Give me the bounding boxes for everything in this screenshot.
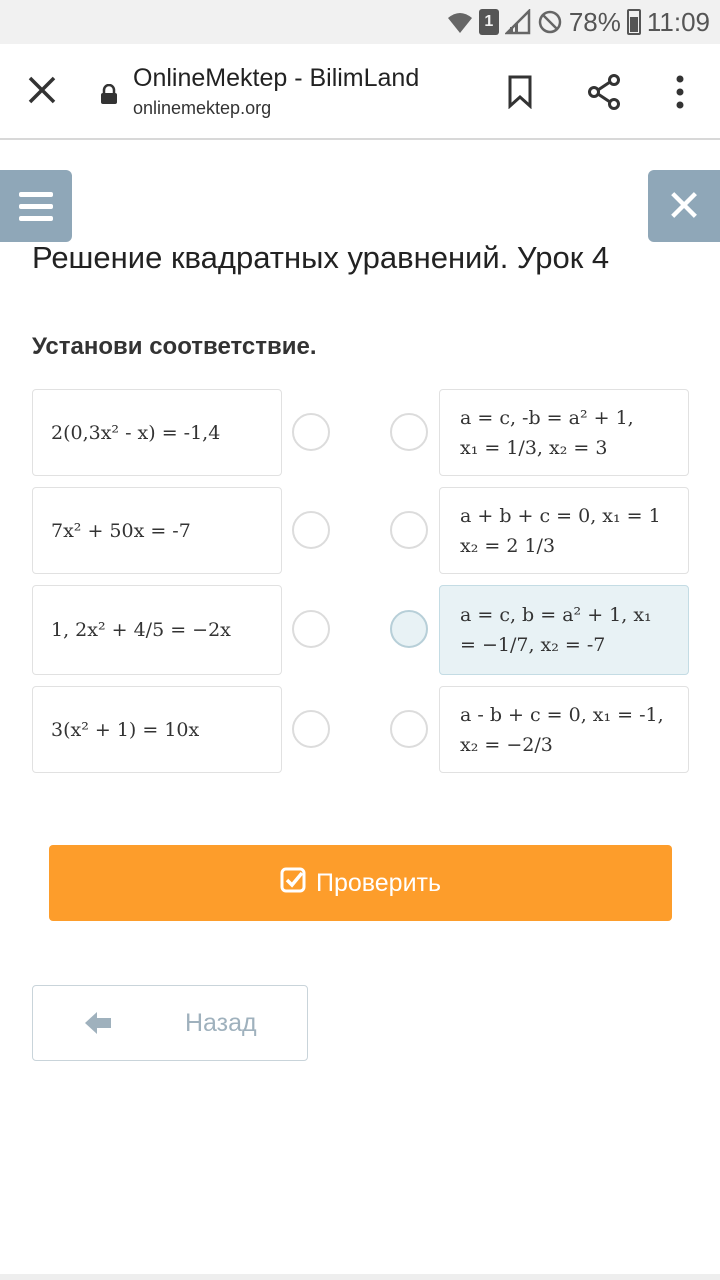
signal-icon — [505, 9, 531, 35]
checkbox-checked-icon — [280, 867, 306, 900]
page-title: Решение квадратных уравнений. Урок 4 — [32, 240, 610, 275]
left-item-1[interactable] — [32, 389, 282, 476]
equation-text: 1, 2x² + 4/5 = −2x — [51, 619, 231, 641]
right-item-3[interactable] — [439, 585, 689, 675]
right-radio-4[interactable] — [390, 710, 428, 748]
close-panel-icon[interactable]: ✕ — [648, 170, 720, 242]
right-item-4[interactable] — [439, 686, 689, 773]
battery-percent: 78% — [568, 6, 621, 37]
right-item-2[interactable] — [439, 487, 689, 574]
roots-line: x₁ = 1/3, x₂ = 3 — [460, 436, 608, 459]
do-not-disturb-icon — [537, 9, 563, 35]
right-radio-1[interactable] — [390, 413, 428, 451]
arrow-left-icon — [83, 1008, 113, 1038]
lock-icon — [100, 84, 118, 104]
roots-line: x₂ = −2/3 — [460, 733, 553, 756]
equation-text: 2(0,3x² - x) = -1,4 — [51, 421, 221, 444]
site-title[interactable]: OnlineMektep - BilimLand — [133, 64, 420, 92]
more-vert-icon[interactable] — [658, 70, 702, 114]
left-radio-1[interactable] — [292, 413, 330, 451]
condition-line: a = c, -b = a² + 1, — [460, 406, 634, 429]
clock: 11:09 — [646, 6, 710, 37]
right-radio-3[interactable] — [390, 610, 428, 648]
right-radio-2[interactable] — [390, 511, 428, 549]
close-icon[interactable] — [24, 70, 60, 110]
left-item-3[interactable] — [32, 585, 282, 675]
battery-icon — [627, 9, 641, 35]
roots-line: = −1/7, x₂ = -7 — [460, 634, 606, 656]
right-item-1[interactable] — [439, 389, 689, 476]
left-item-2[interactable] — [32, 487, 282, 574]
left-radio-4[interactable] — [292, 710, 330, 748]
left-radio-2[interactable] — [292, 511, 330, 549]
left-item-4[interactable] — [32, 686, 282, 773]
condition-line: a - b + c = 0, x₁ = -1, — [460, 703, 664, 726]
bookmark-icon[interactable] — [498, 70, 542, 114]
browser-toolbar — [0, 44, 720, 140]
sim-icon: 1 — [479, 9, 499, 35]
site-url[interactable]: onlinemektep.org — [133, 98, 272, 118]
bottom-edge — [0, 1274, 720, 1280]
equation-text: 7x² + 50x = -7 — [51, 519, 191, 542]
menu-icon[interactable] — [0, 170, 72, 242]
back-button[interactable] — [32, 985, 308, 1061]
status-bar — [0, 0, 720, 44]
check-button-label: Проверить — [315, 868, 442, 897]
wifi-icon — [447, 9, 473, 35]
back-button-label: Назад — [185, 1009, 257, 1037]
left-radio-3[interactable] — [292, 610, 330, 648]
instruction-text: Установи соответствие. — [32, 333, 317, 360]
check-button[interactable] — [49, 845, 672, 921]
share-icon[interactable] — [582, 70, 626, 114]
condition-line: a = c, b = a² + 1, x₁ — [460, 604, 652, 626]
equation-text: 3(x² + 1) = 10x — [51, 718, 200, 741]
roots-line: x₂ = 2 1/3 — [460, 534, 556, 557]
condition-line: a + b + c = 0, x₁ = 1 — [460, 504, 661, 527]
